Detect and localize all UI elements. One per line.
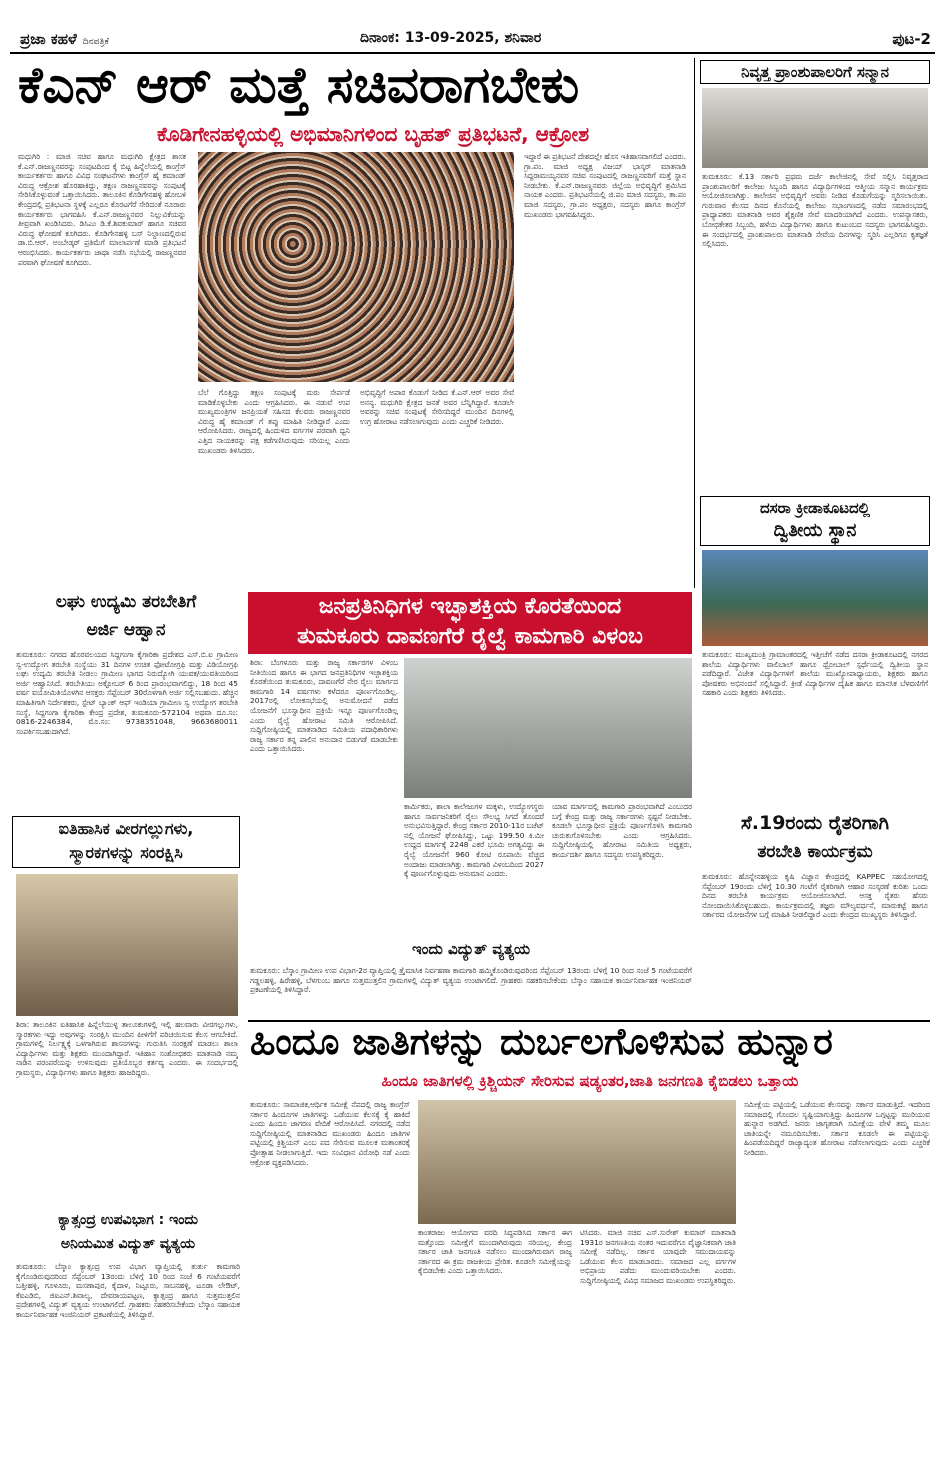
dasara-team-photo bbox=[702, 550, 928, 646]
power-cut-title: ಇಂದು ವಿದ್ಯುತ್ ವ್ಯತ್ಯಯ bbox=[411, 940, 531, 958]
column-divider bbox=[694, 58, 695, 588]
dateline: ದಿನಾಂಕ: 13-09-2025, ಶನಿವಾರ bbox=[360, 30, 542, 46]
railway-headline-line2: ತುಮಕೂರು ದಾವಣಗೆರೆ ರೈಲ್ವೆ ಕಾಮಗಾರಿ ವಿಳಂಬ bbox=[297, 624, 643, 649]
farmers-title-line1: ಸೆ.19ರಂದು ರೈತರಿಗಾಗಿ bbox=[740, 812, 890, 834]
page-number: ಪುಟ-2 bbox=[892, 30, 931, 48]
dasara-body: ತುಮಕೂರು: ಮುಖ್ಯಮಂತ್ರಿ ಗ್ರಾಮಾಂತರದಲ್ಲಿ ಇತ್ತೀಚೆಗೆ ನಡೆದ ದಸರಾ ಕ್ರೀಡಾಕೂಟದಲ್ಲಿ ನಗರದ ಶಾಲೆಯ ವಿದ್ಯಾರ್ಥಿಗಳು ವಾಲಿಬಾಲ್ ಹಾಗೂ ಥ್ರೋಬಾಲ್ ಸ್ಪರ್ಧೆಯಲ್ಲಿ ದ್ವಿತೀಯ ಸ್ಥಾನ ಪಡೆದಿದ್ದಾರೆ. ವಿಜೇತ ವಿದ್ಯಾರ್ಥಿಗಳಿಗೆ ಶಾಲೆಯ ಮುಖ್ಯೋಪಾಧ್ಯಾಯರು, ಶಿಕ್ಷಕರು ಹಾಗೂ ಪೋಷಕರು ಅಭಿನಂದನೆ ಸಲ್ಲಿಸಿದ್ದಾರೆ. ಕ್ರೀಡೆ ವಿದ್ಯಾರ್ಥಿಗಳ ದೈಹಿಕ ಹಾಗೂ ಮಾನಸಿಕ ಬೆಳವಣಿಗೆಗೆ ಸಹಕಾರಿ ಎಂದು ಶಿಕ್ಷಕರು ತಿಳಿಸಿದರು. bbox=[702, 650, 928, 698]
lead-headline: ಕೆಎನ್ ಆರ್ ಮತ್ತೆ ಸಚಿವರಾಗಬೇಕು bbox=[18, 58, 580, 114]
power-cut-2-title-line2: ಅನಿಯಮಿತ ವಿದ್ಯುತ್ ವ್ಯತ್ಯಯ bbox=[60, 1236, 196, 1252]
entrepreneur-title-line2: ಅರ್ಜಿ ಆಹ್ವಾನ bbox=[86, 620, 166, 640]
railway-column-2: ಕಾರ್ಮಿಕರು, ಶಾಲಾ ಕಾಲೇಜುಗಳ ಮಕ್ಕಳು, ಉದ್ಯೋಗಸ್ಥರು ಹಾಗೂ ಸಾರ್ವಜನಿಕರಿಗೆ ರೈಲು ಸೌಲಭ್ಯ ಸಿಗದೆ ತೊಂದರೆ ಅನುಭವಿಸುತ್ತಿದ್ದಾರೆ. ಕೇಂದ್ರ ಸರ್ಕಾರ 2010-11ರ ಬಜೆಟ್ ನಲ್ಲಿ ಯೋಜನೆ ಘೋಷಿಸಿದ್ದು, ಒಟ್ಟು 199.50 ಕಿ.ಮೀ ಉದ್ದದ ಮಾರ್ಗಕ್ಕೆ 2248 ಎಕರೆ ಭೂಮಿ ಅಗತ್ಯವಿದ್ದು ಈ ರೈಲ್ವೆ ಯೋಜನೆಗೆ 960 ಕೋಟಿ ರೂಪಾಯಿ ವೆಚ್ಚದ ಅಂದಾಜು ಮಾಡಲಾಗಿತ್ತು. ಕಾಮಗಾರಿ ವಿಳಂಬದಿಂದ 2027 ಕ್ಕೆ ಪೂರ್ಣಗೊಳ್ಳುವುದು ಅನುಮಾನ ಎಂದರು. bbox=[404, 802, 544, 879]
lead-subhead: ಕೊಡಿಗೇನಹಳ್ಳಿಯಲ್ಲಿ ಅಭಿಮಾನಿಗಳಿಂದ ಬೃಹತ್ ಪ್ರತಿಭಟನೆ, ಆಕ್ರೋಶ bbox=[156, 122, 590, 146]
heritage-photo bbox=[16, 874, 238, 1016]
felicitation-body: ತುಮಕೂರು: ಕೆ.13 ಸರ್ಕಾರಿ ಪ್ರಥಮ ದರ್ಜೆ ಕಾಲೇಜಿನಲ್ಲಿ ಸೇವೆ ಸಲ್ಲಿಸಿ ನಿವೃತ್ತರಾದ ಪ್ರಾಂಶುಪಾಲರಿಗೆ ಕಾಲೇಜು ಸಿಬ್ಬಂದಿ ಹಾಗೂ ವಿದ್ಯಾರ್ಥಿಗಳಿಂದ ಆತ್ಮೀಯ ಸನ್ಮಾನ ಕಾರ್ಯಕ್ರಮ ಆಯೋಜಿಸಲಾಗಿತ್ತು. ಕಾಲೇಜಿನ ಅಭಿವೃದ್ಧಿಗೆ ಅವರು ನೀಡಿದ ಕೊಡುಗೆಯನ್ನು ಸ್ಮರಿಸಲಾಯಿತು. ಗುರುವಾರ ಕೆಲಸದ ದಿನದ ಕೊನೆಯಲ್ಲಿ ಕಾಲೇಜು ಸಭಾಂಗಣದಲ್ಲಿ ನಡೆದ ಸಮಾರಂಭದಲ್ಲಿ ಪ್ರಾಧ್ಯಾಪಕರು ಮಾತನಾಡಿ ಅವರ ಶೈಕ್ಷಣಿಕ ಸೇವೆ ಮಾದರಿಯಾಗಿದೆ ಎಂದರು. ಉಪನ್ಯಾಸಕರು, ಬೋಧಕೇತರ ಸಿಬ್ಬಂದಿ, ಹಳೆಯ ವಿದ್ಯಾರ್ಥಿಗಳು ಹಾಗೂ ಕುಟುಂಬದ ಸದಸ್ಯರು ಭಾಗವಹಿಸಿದ್ದರು. ಈ ಸಂದರ್ಭದಲ್ಲಿ ಪ್ರಾಂಶುಪಾಲರು ಮಾತನಾಡಿ ಸೇವೆಯ ದಿನಗಳನ್ನು ಸ್ಮರಿಸಿ ಎಲ್ಲರಿಗೂ ಕೃತಜ್ಞತೆ ಸಲ್ಲಿಸಿದರು. bbox=[702, 172, 928, 249]
railway-press-photo bbox=[404, 658, 692, 798]
farmers-body: ತುಮಕೂರು: ಹೊನ್ನೇನಹಳ್ಳಿಯ ಕೃಷಿ ವಿಜ್ಞಾನ ಕೇಂದ್ರದಲ್ಲಿ KAPPEC ಸಹಯೋಗದಲ್ಲಿ ಸೆಪ್ಟೆಂಬರ್ 19ರಂದು ಬೆಳಿಗ್ಗೆ 10.30 ಗಂಟೆಗೆ ರೈತರಿಗಾಗಿ ಆಹಾರ ಸಂಸ್ಕರಣೆ ಕುರಿತು ಒಂದು ದಿನದ ತರಬೇತಿ ಕಾರ್ಯಕ್ರಮ ಆಯೋಜಿಸಲಾಗಿದೆ. ಆಸಕ್ತ ರೈತರು ಹೆಸರು ನೋಂದಾಯಿಸಿಕೊಳ್ಳಬಹುದು. ಕಾರ್ಯಕ್ರಮದಲ್ಲಿ ತಜ್ಞರು ಮೌಲ್ಯವರ್ಧನೆ, ಮಾರುಕಟ್ಟೆ ಹಾಗೂ ಸರ್ಕಾರದ ಯೋಜನೆಗಳ ಬಗ್ಗೆ ಮಾಹಿತಿ ನೀಡಲಿದ್ದಾರೆ ಎಂದು ಕೇಂದ್ರದ ಮುಖ್ಯಸ್ಥರು ತಿಳಿಸಿದ್ದಾರೆ. bbox=[702, 872, 928, 920]
entrepreneur-body: ತುಮಕೂರು: ನಗರದ ಹೊರವಲಯದ ಸಿದ್ದಗಂಗಾ ಕೈಗಾರಿಕಾ ಪ್ರದೇಶದ ಎಸ್.ಬಿ.ಐ ಗ್ರಾಮೀಣ ಸ್ವ-ಉದ್ಯೋಗ ತರಬೇತಿ ಸಂಸ್ಥೆಯು 31 ದಿನಗಳ ಉಚಿತ ಫೋಟೋಗ್ರಫಿ ಮತ್ತು ವಿಡಿಯೋಗ್ರಫಿ ಲಘು ಉದ್ಯಮಿ ತರಬೇತಿ ನೀಡಲು ಗ್ರಾಮೀಣ ಭಾಗದ ನಿರುದ್ಯೋಗಿ ಯುವಕ/ಯುವತಿಯರಿಂದ ಅರ್ಜಿ ಆಹ್ವಾನಿಸಿದೆ. ತರಬೇತಿಯು ಅಕ್ಟೋಬರ್ 6 ರಿಂದ ಪ್ರಾರಂಭವಾಗಲಿದ್ದು, 18 ರಿಂದ 45 ವರ್ಷ ವಯೋಮಿತಿಯೊಳಗಿನ ಆಸಕ್ತರು ಸೆಪ್ಟೆಂಬರ್ 30ರೊಳಗಾಗಿ ಅರ್ಜಿ ಸಲ್ಲಿಸಬಹುದು. ಹೆಚ್ಚಿನ ಮಾಹಿತಿಗಾಗಿ ನಿರ್ದೇಶಕರು, ಸ್ಟೇಟ್ ಬ್ಯಾಂಕ್ ಆಫ್ ಇಂಡಿಯಾ ಗ್ರಾಮೀಣ ಸ್ವ ಉದ್ಯೋಗ ತರಬೇತಿ ಸಂಸ್ಥೆ, ಸಿದ್ದಗಂಗಾ ಕೈಗಾರಿಕಾ ಕೇಂದ್ರ ಪ್ರದೇಶ, ತುಮಕೂರು-572104 ಅಥವಾ ದೂ.ಸಂ: 0816-2246384, ಮೊ.ಸಂ: 9738351048, 9663680011 ಸಂಪರ್ಕಿಸಬಹುದಾಗಿದೆ. bbox=[16, 650, 238, 736]
lead-column-4: ಇದ್ದಾರೆ ಈ ಪ್ರತಿಭಟನೆ ದೇಶದಲ್ಲೇ ಹೊಸ ಇತಿಹಾಸವಾಗಲಿದೆ ಎಂದರು. ಗ್ರಾ.ಪಂ. ಮಾಜಿ ಅಧ್ಯಕ್ಷ ವಿಜಯ್ ಭಾಸ್ಕರ್ ಮಾತನಾಡಿ ಸಿದ್ದರಾಮಯ್ಯನವರ ಸಚಿವ ಸಂಪುಟದಲ್ಲಿ ರಾಜಣ್ಣನವರಿಗೆ ಮತ್ತೆ ಸ್ಥಾನ ನೀಡಬೇಕು. ಕೆ.ಎನ್.ರಾಜಣ್ಣನವರು ಜಿಲ್ಲೆಯ ಅಭಿವೃದ್ಧಿಗೆ ಶ್ರಮಿಸಿದ ನಾಯಕ ಎಂದರು. ಪ್ರತಿಭಟನೆಯಲ್ಲಿ ಜಿ.ಪಂ ಮಾಜಿ ಸದಸ್ಯರು, ತಾ.ಪಂ ಮಾಜಿ ಸದಸ್ಯರು, ಗ್ರಾ.ಪಂ ಅಧ್ಯಕ್ಷರು, ಸದಸ್ಯರು ಹಾಗೂ ಕಾಂಗ್ರೆಸ್ ಮುಖಂಡರು ಭಾಗವಹಿಸಿದ್ದರು. bbox=[524, 152, 686, 219]
hindu-column-2: ಕಾಂತರಾಜು ಆಯೋಗದ ವರದಿ ಸಿದ್ಧಪಡಿಸಿದ ಸರ್ಕಾರ ಈಗ ಮತ್ತೊಂದು ಸಮೀಕ್ಷೆಗೆ ಮುಂದಾಗಿರುವುದು ಸರಿಯಲ್ಲ. ಕೇಂದ್ರ ಸರ್ಕಾರ ಜಾತಿ ಜನಗಣತಿ ನಡೆಸಲು ಮುಂದಾಗಿರುವಾಗ ರಾಜ್ಯ ಸರ್ಕಾರದ ಈ ಕ್ರಮ ರಾಜಕೀಯ ಪ್ರೇರಿತ. ಕೂಡಲೇ ಸಮೀಕ್ಷೆಯನ್ನು ಕೈಬಿಡಬೇಕು ಎಂದು ಒತ್ತಾಯಿಸಿದರು. bbox=[418, 1228, 572, 1276]
heritage-title-line2: ಸ್ಮಾರಕಗಳನ್ನು ಸಂರಕ್ಷಿಸಿ bbox=[69, 843, 183, 862]
railway-headline-box bbox=[248, 592, 692, 654]
protest-crowd-photo bbox=[198, 152, 514, 382]
felicitation-title: ನಿವೃತ್ತ ಪ್ರಾಂಶುಪಾಲರಿಗೆ ಸನ್ಮಾನ bbox=[700, 60, 930, 84]
hindu-column-4: ಸಮೀಕ್ಷೆಯ ಪಟ್ಟಿಯಲ್ಲಿ ಒಡೆಯುವ ಕೆಲಸವನ್ನು ಸರ್ಕಾರ ಮಾಡುತ್ತಿದೆ. ಇದರಿಂದ ಸಮಾಜದಲ್ಲಿ ಗೊಂದಲ ಸೃಷ್ಟಿಯಾಗುತ್ತಿದ್ದು ಹಿಂದೂಗಳ ಒಗ್ಗಟ್ಟನ್ನು ಮುರಿಯುವ ಹುನ್ನಾರ ಅಡಗಿದೆ. ಜನರು ಜಾಗೃತರಾಗಿ ಸಮೀಕ್ಷೆಯ ವೇಳೆ ತಮ್ಮ ಮೂಲ ಜಾತಿಯನ್ನೇ ನಮೂದಿಸಬೇಕು. ಸರ್ಕಾರ ಕೂಡಲೇ ಈ ಪಟ್ಟಿಯನ್ನು ಹಿಂಪಡೆಯದಿದ್ದರೆ ರಾಜ್ಯಾದ್ಯಂತ ಹೋರಾಟ ನಡೆಸಲಾಗುವುದು ಎಂದು ಎಚ್ಚರಿಕೆ ನೀಡಿದರು. bbox=[744, 1100, 930, 1157]
heritage-body: ಶಿರಾ: ತಾಲೂಕಿನ ಐತಿಹಾಸಿಕ ಹಿನ್ನೆಲೆಯುಳ್ಳ ತಾಲೂಕುಗಳಲ್ಲಿ ಇಲ್ಲಿ ಹಲವಾರು ವೀರಗಲ್ಲುಗಳು, ಸ್ಮಾರಕಗಳು ಇದ್ದು ಅವುಗಳನ್ನು ಸಂರಕ್ಷಿಸಿ ಮುಂದಿನ ಪೀಳಿಗೆಗೆ ಪರಿಚಯಿಸುವ ಕೆಲಸ ಆಗಬೇಕಿದೆ. ಗ್ರಾಮಗಳಲ್ಲಿ ನಿರ್ಲಕ್ಷ್ಯಕ್ಕೆ ಒಳಗಾಗಿರುವ ಶಾಸನಗಳನ್ನು ಗುರುತಿಸಿ ಸಂರಕ್ಷಣೆ ಮಾಡಲು ಶಾಲಾ ವಿದ್ಯಾರ್ಥಿಗಳು ಮತ್ತು ಶಿಕ್ಷಕರು ಮುಂದಾಗಿದ್ದಾರೆ. ಇತಿಹಾಸ ಸಂಶೋಧಕರು ಮಾತನಾಡಿ ನಮ್ಮ ನಾಡಿನ ಪರಂಪರೆಯನ್ನು ಉಳಿಸುವುದು ಪ್ರತಿಯೊಬ್ಬರ ಕರ್ತವ್ಯ ಎಂದರು. ಈ ಸಂದರ್ಭದಲ್ಲಿ ಗ್ರಾಮಸ್ಥರು, ವಿದ್ಯಾರ್ಥಿಗಳು ಹಾಗೂ ಶಿಕ್ಷಕರು ಹಾಜರಿದ್ದರು. bbox=[16, 1020, 238, 1077]
hindu-headline: ಹಿಂದೂ ಜಾತಿಗಳನ್ನು ದುರ್ಬಲಗೊಳಿಸುವ ಹುನ್ನಾರ bbox=[250, 1022, 833, 1063]
hindu-press-photo bbox=[418, 1100, 736, 1224]
hindu-column-3: ಟಿಸಿದರು. ಮಾಜಿ ಸಚಿವ ಎಸ್.ಸುರೇಶ್ ಕುಮಾರ್ ಮಾತನಾಡಿ 1931ರ ಜನಗಣತಿಯ ನಂತರ ಇದುವರೆಗೂ ವೈಜ್ಞಾನಿಕವಾಗಿ ಜಾತಿ ಸಮೀಕ್ಷೆ ನಡೆದಿಲ್ಲ. ಸರ್ಕಾರ ಯಾವುದೇ ಸಮುದಾಯವನ್ನು ಒಡೆಯುವ ಕೆಲಸ ಮಾಡಬಾರದು. ಸಮಾಜದ ಎಲ್ಲ ವರ್ಗಗಳ ಅಭಿಪ್ರಾಯ ಪಡೆದು ಮುಂದುವರಿಯಬೇಕು ಎಂದರು. ಸುದ್ದಿಗೋಷ್ಠಿಯಲ್ಲಿ ವಿವಿಧ ಸಮಾಜದ ಮುಖಂಡರು ಉಪಸ್ಥಿತರಿದ್ದರು. bbox=[580, 1228, 736, 1285]
hindu-column-1: ತುಮಕೂರು: ಸಾಮಾಜಿಕ,ಆರ್ಥಿಕ ಸಮೀಕ್ಷೆ ನೆಪದಲ್ಲಿ ರಾಜ್ಯ ಕಾಂಗ್ರೆಸ್ ಸರ್ಕಾರ ಹಿಂದೂಗಳ ಜಾತಿಗಳನ್ನು ಒಡೆಯುವ ಕೆಲಸಕ್ಕೆ ಕೈ ಹಾಕಿದೆ ಎಂದು ಹಿಂದೂ ಜಾಗರಣ ವೇದಿಕೆ ಆರೋಪಿಸಿದೆ. ನಗರದಲ್ಲಿ ನಡೆದ ಸುದ್ದಿಗೋಷ್ಠಿಯಲ್ಲಿ ಮಾತನಾಡಿದ ಮುಖಂಡರು ಹಿಂದೂ ಜಾತಿಗಳ ಪಟ್ಟಿಯಲ್ಲಿ ಕ್ರಿಶ್ಚಿಯನ್ ಎಂಬ ಪದ ಸೇರಿಸುವ ಮೂಲಕ ಮತಾಂತರಕ್ಕೆ ಪ್ರೋತ್ಸಾಹ ನೀಡಲಾಗುತ್ತಿದೆ. ಇದು ಸಂವಿಧಾನ ವಿರೋಧಿ ನಡೆ ಎಂದು ಆಕ್ರೋಶ ವ್ಯಕ್ತಪಡಿಸಿದರು. bbox=[250, 1100, 410, 1167]
entrepreneur-title-line1: ಲಘು ಉದ್ಯಮಿ ತರಬೇತಿಗೆ bbox=[55, 592, 197, 612]
heritage-title-box bbox=[12, 816, 240, 868]
power-cut-body: ತುಮಕೂರು: ಬೆಸ್ಕಾಂ ಗ್ರಾಮೀಣ ಉಪ ವಿಭಾಗ-2ರ ವ್ಯಾಪ್ತಿಯಲ್ಲಿ ತ್ರೈಮಾಸಿಕ ನಿರ್ವಹಣಾ ಕಾಮಗಾರಿ ಹಮ್ಮಿಕೊಂಡಿರುವುದರಿಂದ ಸೆಪ್ಟೆಂಬರ್ 13ರಂದು ಬೆಳಿಗ್ಗೆ 10 ರಿಂದ ಸಂಜೆ 5 ಗಂಟೆಯವರೆಗೆ ಗಡ್ಡಲಹಳ್ಳಿ, ಹಿರೇಹಳ್ಳಿ, ಬೆಳಗುಂಬ ಹಾಗೂ ಸುತ್ತಮುತ್ತಲಿನ ಗ್ರಾಮಗಳಲ್ಲಿ ವಿದ್ಯುತ್ ವ್ಯತ್ಯಯ ಉಂಟಾಗಲಿದೆ. ಗ್ರಾಹಕರು ಸಹಕರಿಸಬೇಕೆಂದು ಬೆಸ್ಕಾಂ ಸಹಾಯಕ ಕಾರ್ಯನಿರ್ವಾಹಕ ಇಂಜಿನಿಯರ್ ಪ್ರಕಟಣೆಯಲ್ಲಿ ತಿಳಿಸಿದ್ದಾರೆ. bbox=[250, 966, 692, 995]
railway-headline-line1: ಜನಪ್ರತಿನಿಧಿಗಳ ಇಚ್ಛಾಶಕ್ತಿಯ ಕೊರತೆಯಿಂದ bbox=[318, 594, 622, 619]
lead-column-2: ಬೆಲೆ ಗೊತ್ತಿದ್ದು ತಕ್ಷಣ ಸಂಪುಟಕ್ಕೆ ಮರು ಸೇರ್ಪಡೆ ಮಾಡಿಕೊಳ್ಳಬೇಕು ಎಂದು ಆಗ್ರಹಿಸಿದರು. ಈ ನಡುವೆ ಉಪ ಮುಖ್ಯಮಂತ್ರಿಗಳ ಜನಪ್ರಿಯತೆ ಸಹಿಸದ ಕೆಲವರು ರಾಜಣ್ಣನವರ ವಿರುದ್ಧ ಹೈ ಕಮಾಂಡ್ ಗೆ ತಪ್ಪು ಮಾಹಿತಿ ನೀಡಿದ್ದಾರೆ ಎಂದು ಆರೋಪಿಸಿದರು. ರಾಜ್ಯದಲ್ಲಿ ಹಿಂದುಳಿದ ವರ್ಗಗಳ ಪರವಾಗಿ ಧ್ವನಿ ಎತ್ತಿದ ನಾಯಕರನ್ನು ಪಕ್ಷ ಕಡೆಗಣಿಸಿರುವುದು ಸರಿಯಲ್ಲ ಎಂದು ಮುಖಂಡರು ತಿಳಿಸಿದರು. bbox=[198, 388, 350, 455]
lead-column-3: ಅಭಿವೃದ್ಧಿಗೆ ಅಪಾರ ಕೊಡುಗೆ ನೀಡಿದ ಕೆ.ಎನ್.ಆರ್ ಅವರ ಸೇವೆ ಅನನ್ಯ. ಮಧುಗಿರಿ ಕ್ಷೇತ್ರದ ಜನತೆ ಅವರ ಬೆನ್ನಿಗಿದ್ದಾರೆ. ಕೂಡಲೇ ಅವರನ್ನು ಸಚಿವ ಸಂಪುಟಕ್ಕೆ ಸೇರಿಸದಿದ್ದರೆ ಮುಂದಿನ ದಿನಗಳಲ್ಲಿ ಉಗ್ರ ಹೋರಾಟ ನಡೆಸಲಾಗುವುದು ಎಂದು ಎಚ್ಚರಿಕೆ ನೀಡಿದರು. bbox=[360, 388, 514, 426]
lead-column-1: ಮಧುಗಿರಿ : ಮಾಜಿ ಸಚಿವ ಹಾಗೂ ಮಧುಗಿರಿ ಕ್ಷೇತ್ರದ ಶಾಸಕ ಕೆ.ಎನ್.ರಾಜಣ್ಣನವರನ್ನು ಸಂಪುಟದಿಂದ ಕೈ ಬಿಟ್ಟ ಹಿನ್ನೆಲೆಯಲ್ಲಿ ಕಾಂಗ್ರೆಸ್ ಕಾರ್ಯಕರ್ತರು ಹಾಗೂ ವಿವಿಧ ಸಂಘಟನೆಗಳು ಕಾಂಗ್ರೆಸ್ ಹೈ ಕಮಾಂಡ್ ವಿರುದ್ಧ ಆಕ್ರೋಶ ಹೊರಹಾಕಿದ್ದು, ತಕ್ಷಣ ರಾಜಣ್ಣನವರನ್ನು ಸಂಪುಟಕ್ಕೆ ಸೇರಿಸಿಕೊಳ್ಳುವಂತೆ ಒತ್ತಾಯಿಸಿದರು. ತಾಲೂಕಿನ ಕೊಡಿಗೇನಹಳ್ಳಿ ಹೋಬಳಿ ಕೇಂದ್ರದಲ್ಲಿ ಪ್ರತಿಭಟನಾ ಸ್ಥಳಕ್ಕೆ ಎಲ್ಲರೂ ಕೊರಟಗೆರೆ ಸೇರಿದಂತೆ ನೂರಾರು ಕಾರ್ಯಕರ್ತರು ಭಾಗವಹಿಸಿ ಕೆ.ಎನ್.ರಾಜಣ್ಣನವರ ನಿಲ್ಲುವಿಕೆಯನ್ನು ತೀವ್ರವಾಗಿ ಖಂಡಿಸಿದರು. ಡಿಸಿಎಂ ಡಿ.ಕೆ.ಶಿವಕುಮಾರ್ ಹಾಗೂ ಸಚಿವರ ವಿರುದ್ಧ ಘೋಷಣೆ ಕೂಗಿದರು. ಕೊಡಿಗೇನಹಳ್ಳಿ ಬಸ್ ನಿಲ್ದಾಣದಲ್ಲಿರುವ ಡಾ.ಬಿ.ಆರ್. ಅಂಬೇಡ್ಕರ್ ಪ್ರತಿಮೆಗೆ ಮಾಲಾರ್ಪಣೆ ಮಾಡಿ ಪ್ರತಿಭಟನೆ ಆರಂಭಿಸಿದರು. ಕಾರ್ಯಕರ್ತರು ಜಾಥಾ ನಡೆಸಿ ಸಭೆಯಲ್ಲಿ ರಾಜಣ್ಣನವರ ಪರವಾಗಿ ಘೋಷಣೆ ಕೂಗಿದರು. bbox=[18, 152, 186, 267]
dasara-title-line2: ದ್ವಿತೀಯ ಸ್ಥಾನ bbox=[773, 520, 857, 541]
hindu-subhead: ಹಿಂದೂ ಜಾತಿಗಳಲ್ಲಿ ಕ್ರಿಶ್ಚಿಯನ್ ಸೇರಿಸುವ ಷಡ್ಯಂತರ,ಜಾತಿ ಜನಗಣತಿ ಕೈಬಿಡಲು ಒತ್ತಾಯ bbox=[381, 1072, 799, 1090]
dasara-title-box bbox=[700, 496, 930, 546]
railway-column-3: ಯಾವ ಮಾರ್ಗದಲ್ಲಿ ಕಾಮಗಾರಿ ಪ್ರಾರಂಭವಾಗಿದೆ ಎಂಬುದರ ಬಗ್ಗೆ ಕೇಂದ್ರ ಮತ್ತು ರಾಜ್ಯ ಸರ್ಕಾರಗಳು ಸ್ಪಷ್ಟನೆ ನೀಡಬೇಕು. ಕೂಡಲೇ ಭೂಸ್ವಾಧೀನ ಪ್ರಕ್ರಿಯೆ ಪೂರ್ಣಗೊಳಿಸಿ ಕಾಮಗಾರಿ ಚುರುಕುಗೊಳಿಸಬೇಕು ಎಂದು ಆಗ್ರಹಿಸಿದರು. ಸುದ್ದಿಗೋಷ್ಠಿಯಲ್ಲಿ ಹೋರಾಟ ಸಮಿತಿಯ ಅಧ್ಯಕ್ಷರು, ಕಾರ್ಯದರ್ಶಿ ಹಾಗೂ ಸದಸ್ಯರು ಉಪಸ್ಥಿತರಿದ್ದರು. bbox=[552, 802, 692, 859]
masthead-sub: ದಿನಪತ್ರಿಕೆ bbox=[82, 37, 109, 47]
power-cut-2-title-line1: ಕ್ಯಾತ್ಸಂದ್ರ ಉಪವಿಭಾಗ : ಇಂದು bbox=[58, 1212, 198, 1228]
railway-column-1: ಶಿರಾ: ಬೆಂಗಳೂರು ಮತ್ತು ರಾಜ್ಯ ಸರ್ಕಾರಗಳ ವಿಳಂಬ ನೀತಿಯಿಂದ ಹಾಗೂ ಈ ಭಾಗದ ಜನಪ್ರತಿನಿಧಿಗಳ ಇಚ್ಛಾಶಕ್ತಿಯ ಕೊರತೆಯಿಂದ ತುಮಕೂರು, ದಾವಣಗೆರೆ ನೇರ ರೈಲು ಮಾರ್ಗದ ಕಾಮಗಾರಿ 14 ವರ್ಷಗಳು ಕಳೆದರೂ ಪೂರ್ಣಗೊಂಡಿಲ್ಲ. 2017ರಲ್ಲಿ ಲೋಕಸಭೆಯಲ್ಲಿ ಅನುಮೋದನೆ ಪಡೆದ ಯೋಜನೆಗೆ ಭೂಸ್ವಾಧೀನ ಪ್ರಕ್ರಿಯೆ ಇನ್ನೂ ಪೂರ್ಣಗೊಂಡಿಲ್ಲ ಎಂದು ರೈಲ್ವೆ ಹೋರಾಟ ಸಮಿತಿ ಆರೋಪಿಸಿದೆ. ಸುದ್ದಿಗೋಷ್ಠಿಯಲ್ಲಿ ಮಾತನಾಡಿದ ಸಮಿತಿಯ ಪದಾಧಿಕಾರಿಗಳು ರಾಜ್ಯ ಸರ್ಕಾರ ತನ್ನ ಪಾಲಿನ ಅನುದಾನ ಬಿಡುಗಡೆ ಮಾಡಬೇಕು ಎಂದು ಒತ್ತಾಯಿಸಿದರು. bbox=[250, 658, 398, 754]
header-rule bbox=[10, 52, 935, 54]
heritage-title-line1: ಐತಿಹಾಸಿಕ ವೀರಗಲ್ಲುಗಳು, bbox=[58, 819, 194, 838]
felicitation-group-photo bbox=[702, 88, 928, 168]
power-cut-2-body: ತುಮಕೂರು: ಬೆಸ್ಕಾಂ ಕ್ಯಾತ್ಸಂದ್ರ ಉಪ ವಿಭಾಗ ವ್ಯಾಪ್ತಿಯಲ್ಲಿ ತುರ್ತು ಕಾಮಗಾರಿ ಕೈಗೊಂಡಿರುವುದರಿಂದ ಸೆಪ್ಟೆಂಬರ್ 13ರಂದು ಬೆಳಿಗ್ಗೆ 10 ರಿಂದ ಸಂಜೆ 6 ಗಂಟೆಯವರೆಗೆ ಬತ್ತೀಹಳ್ಳಿ, ಗೂಳೂರು, ಮಸಣಾಪುರ, ಕೈದಾಳ, ನಿಟ್ಟೂರು, ಸಾಬನಹಳ್ಳಿ, ಟೂಡಾ ಲೇಔಟ್, ಕೆಐಎಡಿಬಿ, ಜಿಐಎನ್.ಶಿವಾಲ್ಯ, ದೇವರಾಯಪಟ್ಟಣ, ಕ್ಯಾತ್ಸಂದ್ರ ಹಾಗೂ ಸುತ್ತಮುತ್ತಲಿನ ಪ್ರದೇಶಗಳಲ್ಲಿ ವಿದ್ಯುತ್ ವ್ಯತ್ಯಯ ಉಂಟಾಗಲಿದೆ. ಗ್ರಾಹಕರು ಸಹಕರಿಸಬೇಕೆಂದು ಬೆಸ್ಕಾಂ ಸಹಾಯಕ ಕಾರ್ಯನಿರ್ವಾಹಕ ಇಂಜಿನಿಯರ್ ಪ್ರಕಟಣೆಯಲ್ಲಿ ತಿಳಿಸಿದ್ದಾರೆ. bbox=[16, 1262, 240, 1319]
farmers-title-line2: ತರಬೇತಿ ಕಾರ್ಯಕ್ರಮ bbox=[757, 842, 873, 862]
masthead: ಪ್ರಜಾ ಕಹಳೆ ದಿನಪತ್ರಿಕೆ bbox=[20, 30, 109, 48]
page-header bbox=[0, 0, 945, 58]
dasara-title-line1: ದಸರಾ ಕ್ರೀಡಾಕೂಟದಲ್ಲಿ bbox=[759, 499, 871, 517]
